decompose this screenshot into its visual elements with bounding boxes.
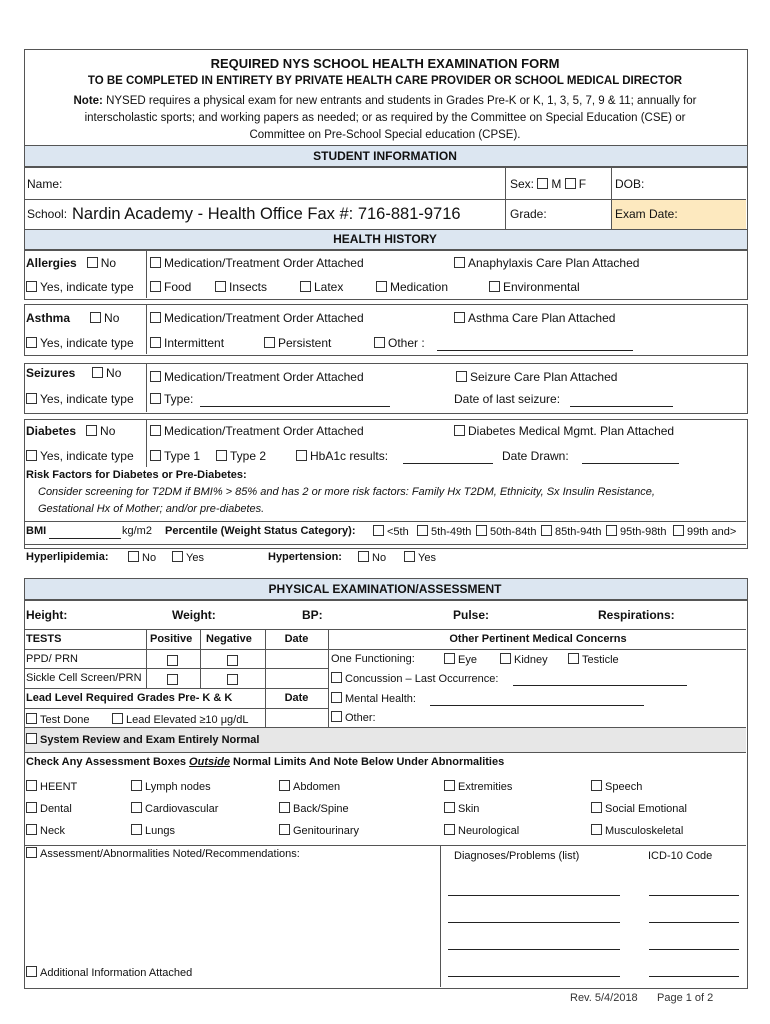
insects-checkbox[interactable] xyxy=(215,281,226,292)
diagnoses-header: Diagnoses/Problems (list) xyxy=(454,850,580,862)
p5-label: 95th-98th xyxy=(620,526,667,538)
anaphylaxis-plan[interactable] xyxy=(454,256,639,270)
ppd-label: PPD/ PRN xyxy=(26,653,78,665)
hyperlipidemia-yes-label: Yes xyxy=(186,552,204,564)
sickle-label: Sickle Cell Screen/PRN xyxy=(26,672,142,684)
seizures-yes[interactable] xyxy=(26,392,134,406)
diabetes-plan-label: Diabetes Medical Mgmt. Plan Attached xyxy=(468,424,675,438)
assess-genitourinary-label: Genitourinary xyxy=(293,825,360,837)
assess-skin-label: Skin xyxy=(458,803,480,815)
allergies-yes[interactable] xyxy=(26,280,134,294)
anaphylaxis-label: Anaphylaxis Care Plan Attached xyxy=(468,256,640,270)
system-review-option[interactable] xyxy=(26,733,259,746)
asthma-no-label: No xyxy=(104,311,120,325)
concussion-checkbox[interactable] xyxy=(331,672,342,683)
last-seizure-label: Date of last seizure: xyxy=(454,392,561,406)
intermittent-option[interactable] xyxy=(150,336,224,350)
assessment-label: Assessment/Abnormalities Noted/Recommendations: xyxy=(40,848,300,860)
assess-lungs-option[interactable] xyxy=(131,824,175,837)
seizure-plan-checkbox[interactable] xyxy=(456,371,467,382)
assess-speech-checkbox[interactable] xyxy=(591,780,602,791)
p4-label: 85th-94th xyxy=(555,526,602,538)
seizure-type-line[interactable] xyxy=(200,406,390,407)
last-seizure-line[interactable] xyxy=(570,406,673,407)
concussion-option[interactable] xyxy=(331,672,498,685)
hba1c-line[interactable] xyxy=(403,463,493,464)
assess-neurological-checkbox[interactable] xyxy=(444,824,455,835)
assess-neurological-label: Neurological xyxy=(458,825,520,837)
assess-skin-option[interactable] xyxy=(444,802,479,815)
assess-speech-label: Speech xyxy=(605,781,643,793)
sex-label-text: Sex: xyxy=(510,177,535,191)
mental-health-line[interactable] xyxy=(430,705,644,706)
percentile-label: Percentile (Weight Status Category): xyxy=(165,525,356,537)
asthma-yes[interactable] xyxy=(26,336,134,350)
hyperlipidemia-no-label: No xyxy=(142,552,157,564)
seizure-type[interactable] xyxy=(150,392,193,406)
allergies-no-label: No xyxy=(100,256,117,270)
school-label: School: xyxy=(27,207,68,221)
assess-neck-checkbox[interactable] xyxy=(26,824,37,835)
asthma-no-checkbox[interactable] xyxy=(90,312,101,323)
sickle-positive-checkbox[interactable] xyxy=(167,674,178,685)
latex-label: Latex xyxy=(314,280,344,294)
additional-label: Additional Information Attached xyxy=(40,967,193,979)
insects-label: Insects xyxy=(229,280,268,294)
assess-dental-option[interactable] xyxy=(26,802,72,815)
p3-label: 50th-84th xyxy=(490,526,537,538)
note-line-2: interscholastic sports; and working papers as needed; or as required by the Committee on Special Education (CSE) or xyxy=(84,112,686,124)
diabetes-row xyxy=(26,424,115,438)
hypertension-yes[interactable] xyxy=(404,551,436,564)
diabetes-med-order-checkbox[interactable] xyxy=(150,425,161,436)
assess-heent-option[interactable] xyxy=(26,780,77,793)
sex-f-label: F xyxy=(578,177,587,191)
risk-title: Risk Factors for Diabetes or Pre-Diabetes: xyxy=(26,469,247,481)
food-option[interactable] xyxy=(150,280,191,294)
assess-genitourinary-checkbox[interactable] xyxy=(279,824,290,835)
assess-social-emotional-checkbox[interactable] xyxy=(591,802,602,813)
risk-line-1: Consider screening for T2DM if BMI% > 85% and has 2 or more risk factors: Family Hx T2DM, Ethnicity, Sx Insulin Resistance, xyxy=(38,486,655,498)
food-checkbox[interactable] xyxy=(150,281,161,292)
asthma-yes-checkbox[interactable] xyxy=(26,337,37,348)
environmental-checkbox[interactable] xyxy=(489,281,500,292)
system-review-checkbox[interactable] xyxy=(26,733,37,744)
note-line-3: Committee on Pre-School Special education (CPSE). xyxy=(249,129,521,141)
test-done-label: Test Done xyxy=(40,714,90,726)
p1-option[interactable] xyxy=(373,525,409,538)
p3-checkbox[interactable] xyxy=(476,525,487,536)
assess-extremities-option[interactable] xyxy=(444,780,512,793)
mental-health-label: Mental Health: xyxy=(345,693,416,705)
latex-option[interactable] xyxy=(300,280,343,294)
diabetes-yes[interactable] xyxy=(26,449,134,463)
p6-label: 99th and> xyxy=(687,526,737,538)
allergies-no-checkbox[interactable] xyxy=(87,257,98,268)
assess-extremities-label: Extremities xyxy=(458,781,513,793)
diabetes-med-order[interactable] xyxy=(150,424,364,438)
assessment-checkbox[interactable] xyxy=(26,847,37,858)
bmi-row xyxy=(26,525,46,537)
assess-social-emotional-label: Social Emotional xyxy=(605,803,687,815)
kidney-checkbox[interactable] xyxy=(500,653,511,664)
name-label: Name: xyxy=(27,177,63,191)
ppd-negative-checkbox[interactable] xyxy=(227,655,238,666)
asthma-other-option[interactable] xyxy=(374,336,425,350)
assess-cardiovascular-checkbox[interactable] xyxy=(131,802,142,813)
asthma-row xyxy=(26,311,119,325)
hyperlipidemia-yes-checkbox[interactable] xyxy=(172,551,183,562)
mental-health-checkbox[interactable] xyxy=(331,692,342,703)
assess-musculoskeletal-checkbox[interactable] xyxy=(591,824,602,835)
diabetes-yes-checkbox[interactable] xyxy=(26,450,37,461)
assess-abdomen-label: Abdomen xyxy=(293,781,341,793)
p4-option[interactable] xyxy=(541,525,601,538)
p6-option[interactable] xyxy=(673,525,736,538)
intermittent-label: Intermittent xyxy=(164,336,225,350)
hypertension-no[interactable] xyxy=(358,551,386,564)
weight-label: Weight: xyxy=(172,608,216,622)
persistent-option[interactable] xyxy=(264,336,331,350)
anaphylaxis-checkbox[interactable] xyxy=(454,257,465,268)
hypertension-yes-label: Yes xyxy=(418,552,436,564)
other-concern-label: Other: xyxy=(345,712,376,724)
hypertension-no-label: No xyxy=(372,552,387,564)
allergies-label: Allergies xyxy=(26,256,77,270)
seizures-yes-label: Yes, indicate type xyxy=(40,392,134,406)
grade-label: Grade: xyxy=(510,207,547,221)
icd-line-1[interactable] xyxy=(649,895,739,896)
asthma-med-order-label: Medication/Treatment Order Attached xyxy=(164,311,364,325)
diagnosis-line-2[interactable] xyxy=(448,922,620,923)
asthma-other-checkbox[interactable] xyxy=(374,337,385,348)
bmi-line[interactable] xyxy=(49,538,121,539)
test-done-checkbox[interactable] xyxy=(26,713,37,724)
diabetes-no-label: No xyxy=(100,424,116,438)
other-concern-checkbox[interactable] xyxy=(331,711,342,722)
hba1c-checkbox[interactable] xyxy=(296,450,307,461)
testicle-label: Testicle xyxy=(582,654,619,666)
kidney-label: Kidney xyxy=(514,654,548,666)
school-value[interactable]: Nardin Academy - Health Office Fax #: 716-881-9716 xyxy=(72,205,461,223)
hba1c-option[interactable] xyxy=(296,449,388,463)
note-line-1 xyxy=(24,95,746,107)
hba1c-label: HbA1c results: xyxy=(310,449,389,463)
testicle-option[interactable] xyxy=(568,653,619,666)
positive-header: Positive xyxy=(150,633,193,645)
p5-checkbox[interactable] xyxy=(606,525,617,536)
assess-neck-label: Neck xyxy=(40,825,66,837)
assess-heent-checkbox[interactable] xyxy=(26,780,37,791)
icd-line-4[interactable] xyxy=(649,976,739,977)
assess-lungs-label: Lungs xyxy=(145,825,175,837)
assess-lymph-nodes-label: Lymph nodes xyxy=(145,781,211,793)
assess-speech-option[interactable] xyxy=(591,780,642,793)
seizures-med-order-checkbox[interactable] xyxy=(150,371,161,382)
sex-m-checkbox[interactable] xyxy=(537,178,548,189)
sex-m-label: M xyxy=(551,177,562,191)
diabetes-plan-checkbox[interactable] xyxy=(454,425,465,436)
assess-musculoskeletal-option[interactable] xyxy=(591,824,683,837)
seizures-med-order-label: Medication/Treatment Order Attached xyxy=(164,370,364,384)
eye-option[interactable] xyxy=(444,653,477,666)
seizures-med-order[interactable] xyxy=(150,370,364,384)
assess-musculoskeletal-label: Musculoskeletal xyxy=(605,825,684,837)
system-review-label: System Review and Exam Entirely Normal xyxy=(40,734,260,746)
note-label: Note: xyxy=(73,95,103,107)
seizures-yes-checkbox[interactable] xyxy=(26,393,37,404)
diagnosis-line-4[interactable] xyxy=(448,976,620,977)
type1-label: Type 1 xyxy=(164,449,201,463)
p2-checkbox[interactable] xyxy=(417,525,428,536)
environmental-option[interactable] xyxy=(489,280,580,294)
asthma-other-label: Other : xyxy=(388,336,425,350)
exam-title: PHYSICAL EXAMINATION/ASSESSMENT xyxy=(268,582,502,596)
type1-option[interactable] xyxy=(150,449,200,463)
type2-checkbox[interactable] xyxy=(216,450,227,461)
date-drawn-line[interactable] xyxy=(582,463,679,464)
assess-back-spine-label: Back/Spine xyxy=(293,803,349,815)
asthma-other-line[interactable] xyxy=(437,350,633,351)
hyperlipidemia-label: Hyperlipidemia: xyxy=(26,551,109,563)
p6-checkbox[interactable] xyxy=(673,525,684,536)
asthma-plan-label: Asthma Care Plan Attached xyxy=(468,311,616,325)
assess-neurological-option[interactable] xyxy=(444,824,519,837)
assess-back-spine-option[interactable] xyxy=(279,802,349,815)
hypertension-label: Hypertension: xyxy=(268,551,342,563)
assess-extremities-checkbox[interactable] xyxy=(444,780,455,791)
lead-elevated-option[interactable] xyxy=(112,713,248,726)
risk-line-2: Gestational Hx of Mother; and/or pre-diabetes. xyxy=(38,503,265,515)
testicle-checkbox[interactable] xyxy=(568,653,579,664)
type2-option[interactable] xyxy=(216,449,266,463)
pulse-label: Pulse: xyxy=(453,608,490,622)
negative-header: Negative xyxy=(206,633,252,645)
medication-option[interactable] xyxy=(376,280,448,294)
bmi-unit: kg/m2 xyxy=(122,525,152,537)
persistent-checkbox[interactable] xyxy=(264,337,275,348)
student-info-title: STUDENT INFORMATION xyxy=(313,149,457,163)
seizure-plan-label: Seizure Care Plan Attached xyxy=(470,370,618,384)
environmental-label: Environmental xyxy=(503,280,580,294)
persistent-label: Persistent xyxy=(278,336,332,350)
assess-abdomen-checkbox[interactable] xyxy=(279,780,290,791)
diabetes-plan[interactable] xyxy=(454,424,674,438)
note-text-1: NYSED requires a physical exam for new entrants and students in Grades Pre-K or K, 1, 3, 5, 7, 9 & 11; annually for xyxy=(106,95,697,107)
assess-lymph-nodes-option[interactable] xyxy=(131,780,211,793)
assess-back-spine-checkbox[interactable] xyxy=(279,802,290,813)
eye-label: Eye xyxy=(458,654,477,666)
asthma-med-order[interactable] xyxy=(150,311,364,325)
lead-label: Lead Level Required xyxy=(26,692,134,704)
seizure-type-label: Type: xyxy=(164,392,194,406)
allergies-yes-label: Yes, indicate type xyxy=(40,280,134,294)
revision-label: Rev. 5/4/2018 xyxy=(570,992,638,1004)
sex-label xyxy=(510,177,586,191)
eye-checkbox[interactable] xyxy=(444,653,455,664)
tests-header: TESTS xyxy=(26,633,62,645)
assess-social-emotional-option[interactable] xyxy=(591,802,687,815)
bmi-label: BMI xyxy=(26,525,47,537)
asthma-label: Asthma xyxy=(26,311,71,325)
medication-checkbox[interactable] xyxy=(376,281,387,292)
seizure-plan[interactable] xyxy=(456,370,617,384)
seizures-row xyxy=(26,366,121,380)
dob-label: DOB: xyxy=(615,177,645,191)
allergies-med-order[interactable] xyxy=(150,256,364,270)
seizures-no-label: No xyxy=(106,366,122,380)
p1-label: <5th xyxy=(387,526,409,538)
assess-lymph-nodes-checkbox[interactable] xyxy=(131,780,142,791)
mental-health-option[interactable] xyxy=(331,692,416,705)
p3-option[interactable] xyxy=(476,525,536,538)
diabetes-med-order-label: Medication/Treatment Order Attached xyxy=(164,424,364,438)
bp-label: BP: xyxy=(302,608,323,622)
hyperlipidemia-no-checkbox[interactable] xyxy=(128,551,139,562)
latex-checkbox[interactable] xyxy=(300,281,311,292)
assess-genitourinary-option[interactable] xyxy=(279,824,359,837)
respirations-label: Respirations: xyxy=(598,608,675,622)
concussion-line[interactable] xyxy=(513,685,687,686)
exam-date-label: Exam Date: xyxy=(615,207,678,221)
date-header: Date xyxy=(284,633,309,645)
additional-option[interactable] xyxy=(26,966,192,979)
assess-abdomen-option[interactable] xyxy=(279,780,340,793)
lead-elevated-checkbox[interactable] xyxy=(112,713,123,724)
allergies-row xyxy=(26,256,116,270)
icd-line-3[interactable] xyxy=(649,949,739,950)
diagnosis-line-1[interactable] xyxy=(448,895,620,896)
other-concern-option[interactable] xyxy=(331,711,376,724)
test-done-option[interactable] xyxy=(26,713,90,726)
asthma-plan-checkbox[interactable] xyxy=(454,312,465,323)
food-label: Food xyxy=(164,280,192,294)
seizures-no-checkbox[interactable] xyxy=(92,367,103,378)
page-number: Page 1 of 2 xyxy=(657,992,714,1004)
allergies-yes-checkbox[interactable] xyxy=(26,281,37,292)
assess-dental-label: Dental xyxy=(40,803,72,815)
sex-f-checkbox[interactable] xyxy=(565,178,576,189)
hypertension-no-checkbox[interactable] xyxy=(358,551,369,562)
health-history-title: HEALTH HISTORY xyxy=(333,232,437,246)
check-any-a: Check Any Assessment Boxes xyxy=(26,756,190,768)
icd-line-2[interactable] xyxy=(649,922,739,923)
p5-option[interactable] xyxy=(606,525,666,538)
diabetes-yes-label: Yes, indicate type xyxy=(40,449,134,463)
assess-skin-checkbox[interactable] xyxy=(444,802,455,813)
assess-dental-checkbox[interactable] xyxy=(26,802,37,813)
medication-label: Medication xyxy=(390,280,449,294)
sickle-negative-checkbox[interactable] xyxy=(227,674,238,685)
concussion-label: Concussion – Last Occurrence: xyxy=(345,673,499,685)
lead-date-header: Date xyxy=(284,692,309,704)
hyperlipidemia-yes[interactable] xyxy=(172,551,204,564)
one-functioning-label: One Functioning: xyxy=(331,653,415,665)
seizures-label: Seizures xyxy=(26,366,76,380)
check-any-instruction xyxy=(26,756,504,768)
additional-checkbox[interactable] xyxy=(26,966,37,977)
intermittent-checkbox[interactable] xyxy=(150,337,161,348)
form-subtitle: TO BE COMPLETED IN ENTIRETY BY PRIVATE HEALTH CARE PROVIDER OR SCHOOL MEDICAL DIRECTOR xyxy=(87,75,683,87)
icd-header: ICD-10 Code xyxy=(648,850,713,862)
allergies-med-order-checkbox[interactable] xyxy=(150,257,161,268)
assess-cardiovascular-label: Cardiovascular xyxy=(145,803,219,815)
date-drawn-label: Date Drawn: xyxy=(502,449,569,463)
assess-lungs-checkbox[interactable] xyxy=(131,824,142,835)
ppd-positive-checkbox[interactable] xyxy=(167,655,178,666)
p2-option[interactable] xyxy=(417,525,471,538)
hypertension-yes-checkbox[interactable] xyxy=(404,551,415,562)
p4-checkbox[interactable] xyxy=(541,525,552,536)
check-any-c: Normal Limits And Note Below Under Abnormalities xyxy=(230,756,505,768)
insects-option[interactable] xyxy=(215,280,267,294)
kidney-option[interactable] xyxy=(500,653,548,666)
height-label: Height: xyxy=(26,608,68,622)
asthma-yes-label: Yes, indicate type xyxy=(40,336,134,350)
assess-cardiovascular-option[interactable] xyxy=(131,802,218,815)
diabetes-no-checkbox[interactable] xyxy=(86,425,97,436)
asthma-plan[interactable] xyxy=(454,311,615,325)
other-concerns-header: Other Pertinent Medical Concerns xyxy=(449,633,627,645)
form-title: REQUIRED NYS SCHOOL HEALTH EXAMINATION FORM xyxy=(210,56,560,71)
assessment-option[interactable] xyxy=(26,847,300,860)
p1-checkbox[interactable] xyxy=(373,525,384,536)
hyperlipidemia-no[interactable] xyxy=(128,551,156,564)
assess-heent-label: HEENT xyxy=(40,781,78,793)
allergies-med-order-label: Medication/Treatment Order Attached xyxy=(164,256,364,270)
type2-label: Type 2 xyxy=(230,449,267,463)
lead-elevated-label: Lead Elevated ≥10 μg/dL xyxy=(126,714,249,726)
p2-label: 5th-49th xyxy=(431,526,472,538)
assess-neck-option[interactable] xyxy=(26,824,65,837)
diagnosis-line-3[interactable] xyxy=(448,949,620,950)
asthma-med-order-checkbox[interactable] xyxy=(150,312,161,323)
grades-label: Grades Pre- K & K xyxy=(137,692,233,704)
check-any-b: Outside xyxy=(189,756,230,768)
diabetes-label: Diabetes xyxy=(26,424,77,438)
seizure-type-checkbox[interactable] xyxy=(150,393,161,404)
type1-checkbox[interactable] xyxy=(150,450,161,461)
